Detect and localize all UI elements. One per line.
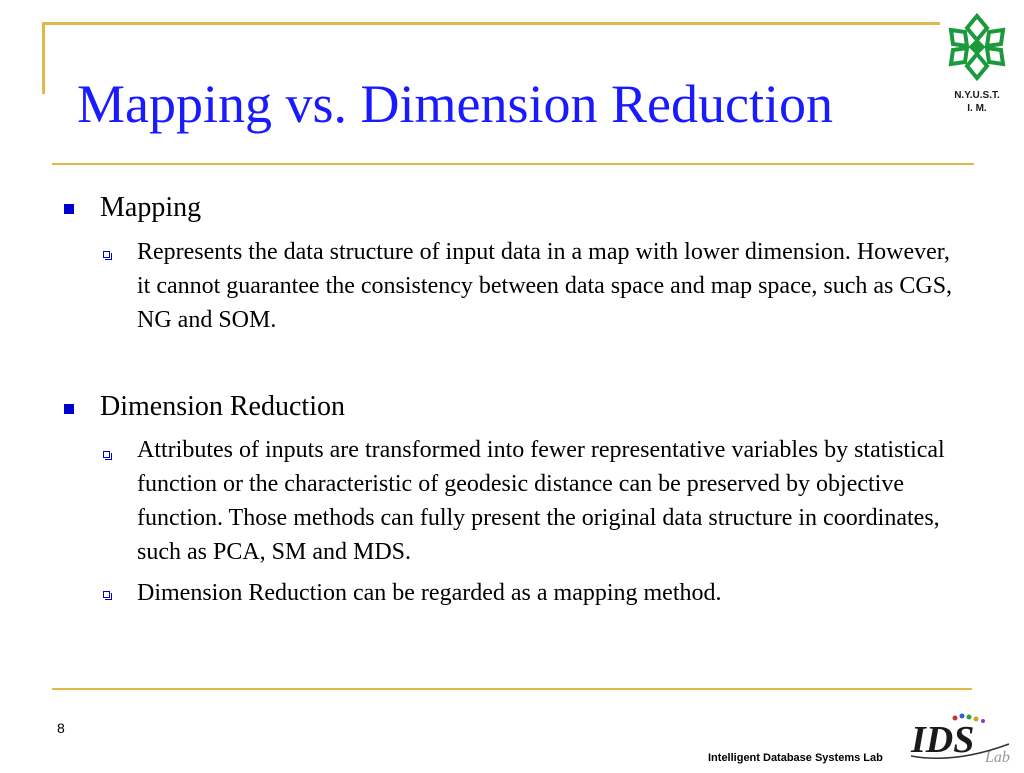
square-bullet-icon	[64, 404, 74, 414]
mapping-description: Represents the data structure of input data in a map with lower dimension. However, it cannot guarantee the consistency between data space and map space, such as CGS, NG and SOM.	[137, 239, 953, 333]
nyust-caption-line1: N.Y.U.S.T.	[954, 90, 1000, 101]
svg-text:IDS: IDS	[911, 719, 975, 761]
ids-lab-logo-icon	[905, 708, 1019, 768]
nyust-caption-line2: I. M.	[967, 103, 987, 114]
slide-title: Mapping vs. Dimension Reduction	[77, 74, 833, 134]
svg-text:Lab: Lab	[985, 749, 1010, 766]
dimension-reduction-description: Attributes of inputs are transformed into fewer representative variables by statistical function or the characteristic of geodesic distance can be preserved by objective function. Those methods can fully present the original data structure in coordinates, such as PCA, SM and MDS.	[137, 437, 945, 565]
hollow-square-bullet-icon	[103, 591, 110, 598]
hollow-square-bullet-icon	[103, 251, 110, 258]
footer-divider	[52, 688, 972, 690]
footer-lab-name: Intelligent Database Systems Lab	[708, 752, 883, 764]
square-bullet-icon	[64, 204, 74, 214]
section-heading-dimension-reduction: Dimension Reduction	[100, 391, 345, 422]
hollow-square-bullet-icon	[103, 451, 110, 458]
ids-lab-logo	[905, 708, 1019, 768]
section-heading-mapping: Mapping	[100, 192, 202, 223]
page-number: 8	[57, 720, 65, 736]
dimension-reduction-mapping-note: Dimension Reduction can be regarded as a mapping method.	[137, 580, 722, 606]
